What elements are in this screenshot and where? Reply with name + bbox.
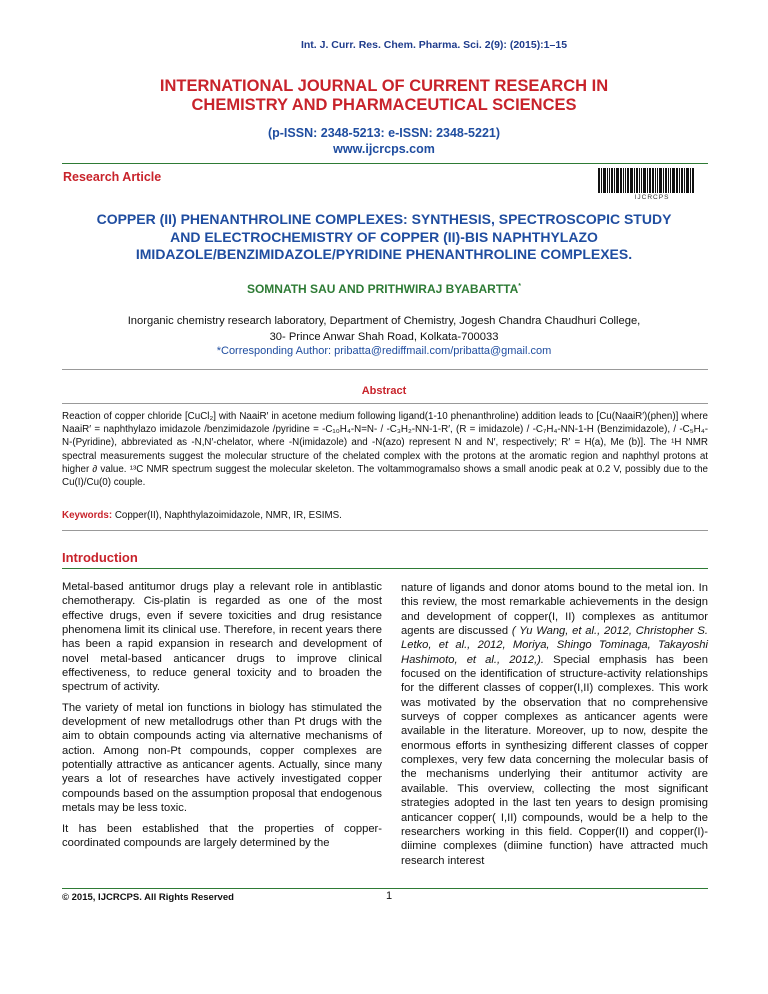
introduction-left-column <box>62 580 382 856</box>
journal-title-line-2: CHEMISTRY AND PHARMACEUTICAL SCIENCES <box>191 96 577 114</box>
affiliation-line-2: 30- Prince Anwar Shah Road, Kolkata-700033 <box>269 331 499 343</box>
corresponding-author-email[interactable]: *Corresponding Author: pribatta@rediffmail.com/pribatta@gmail.com <box>216 345 552 357</box>
authors <box>0 282 768 296</box>
keywords <box>62 510 708 521</box>
affiliation-divider <box>62 369 708 370</box>
intro-paragraph-4 <box>401 581 708 868</box>
abstract-heading: Abstract <box>361 385 407 397</box>
intro-paragraph-3: It has been established that the properties of copper-coordinated compounds are largely determined by the <box>62 822 382 849</box>
author-names: SOMNATH SAU AND PRITHWIRAJ BYABARTTA <box>246 282 519 296</box>
paper-title-line-3: IMIDAZOLE/BENZIMIDAZOLE/PYRIDINE PHENANTHROLINE COMPLEXES. <box>135 246 633 262</box>
affiliation-line-1: Inorganic chemistry research laboratory, Department of Chemistry, Jogesh Chandra Chaudhuri College, <box>127 315 641 327</box>
issn-numbers: (p-ISSN: 2348-5213: e-ISSN: 2348-5221) <box>267 126 501 140</box>
journal-title-line-1: INTERNATIONAL JOURNAL OF CURRENT RESEARCH IN <box>159 77 609 95</box>
barcode-bars <box>598 168 706 193</box>
corresponding-author-mark: * <box>518 283 522 290</box>
abstract-text: Reaction of copper chloride [CuCl₂] with NaaiR′ in acetone medium following ligand(1-10 phenanthroline) addition leads to [Cu(NaaiR′)(phen)] where NaaiR′ = naphthylazo imidazole /benzimidazole /pyridine = -C₁₀H₄-N=N- / -C₃H₂-NN-1-R′, (R = imidazole) / -C₇H₄-NN-1-H (Benzimidazole), / -C₅H₄-N-(Pyridine), abbreviated as -N,N′-chelator, where -N(imidazole) and -N(azo) represent N and N′, respectively; R′ = H(a), Me (b)]. The ¹H NMR spectral measurements suggest the molecular structure of the chelated complex with the protons at the aromatic region and naphthyl protons at higher ∂ value. ¹³C NMR spectrum suggest the molecular skeleton. The voltammogramalso shows a small anodic peak at 0.2 V, possibly due to the Cu(I)/Cu(0) couple. <box>62 411 708 489</box>
header-divider <box>62 163 708 164</box>
abstract-divider <box>62 403 708 404</box>
intro-paragraph-4-start: nature of ligands and donor atoms bound to the metal ion. In this review, the most remarkable achievements in the design and development of copper(I, II) complexes as antitumor agents are discussed <box>401 582 708 638</box>
intro-paragraph-2: The variety of metal ion functions in biology has stimulated the development of new metallodrugs other than Pt drugs with the aim to obtain compounds acting via alternative mechanisms of action. Among non-Pt compounds, copper complexes are potentially attractive as anticancer agents. Actually, since many years a lot of researches have actively investigated copper compounds based on the assumption proposal that endogenous metals may be less toxic. <box>62 701 382 815</box>
paper-title-line-2: AND ELECTROCHEMISTRY OF COPPER (II)-BIS NAPHTHYLAZO <box>170 228 598 245</box>
barcode <box>598 168 706 202</box>
keywords-label: Keywords: <box>62 510 113 521</box>
page-number: 1 <box>386 890 393 902</box>
paper-title-line-1: COPPER (II) PHENANTHROLINE COMPLEXES: SYNTHESIS, SPECTROSCOPIC STUDY <box>96 211 672 227</box>
affiliation <box>0 313 768 345</box>
introduction-divider <box>62 568 708 569</box>
footer-divider <box>62 888 708 889</box>
article-type-label: Research Article <box>63 170 162 184</box>
paper-title <box>40 211 728 264</box>
keywords-divider <box>62 530 708 531</box>
issn-block <box>0 125 768 157</box>
intro-paragraph-1: Metal-based antitumor drugs play a relevant role in antiblastic chemotherapy. Cis-platin is regarded as one of the most effective drugs, even if severe toxicities and drug resistance phenomena limit its clinical use. Therefore, in recent years there has been a rapid expansion in research and development of novel metal-based anticancer drugs to improve clinical effectiveness, to reduce general toxicity and to broaden the spectrum of activity. <box>62 581 382 694</box>
intro-paragraph-4-rest: Special emphasis has been focused on the identification of structure-activity relationships for the different classes of copper(I,II) complexes. This work was motivated by the observation that no comprehensive surveys of copper complexes as anticancer agents were available in the literature. Moreover, up to now, despite the enormous efforts in synthesizing different classes of copper complexes, very few data concerning the molecular basis of the mechanisms underlying their antitumor activity are available. This overview, collecting the most significant strategies adopted in the last ten years to design promising anticancer copper( I,II) compounds, would be a help to the researchers working in this field. Copper(II) and copper(I)-diimine complexes (diimine function) have attracted much research interest <box>401 653 708 867</box>
keywords-list: Copper(II), Naphthylazoimidazole, NMR, IR, ESIMS. <box>114 510 342 521</box>
barcode-label: IJCRCPS <box>634 194 670 201</box>
journal-website-link[interactable]: www.ijcrcps.com <box>333 142 435 156</box>
journal-title <box>0 77 768 115</box>
introduction-heading: Introduction <box>62 550 138 565</box>
copyright-notice: © 2015, IJCRCPS. All Rights Reserved <box>62 892 234 903</box>
introduction-right-column <box>401 581 708 874</box>
journal-citation: Int. J. Curr. Res. Chem. Pharma. Sci. 2(9): (2015):1–15 <box>300 39 568 51</box>
intro-citation: ( Yu Wang, et al., 2012, Christopher S. Letko, et al., 2012, Moriya, Shingo Tominaga, Takayoshi Hashimoto, et al., 2012,). <box>401 625 708 666</box>
